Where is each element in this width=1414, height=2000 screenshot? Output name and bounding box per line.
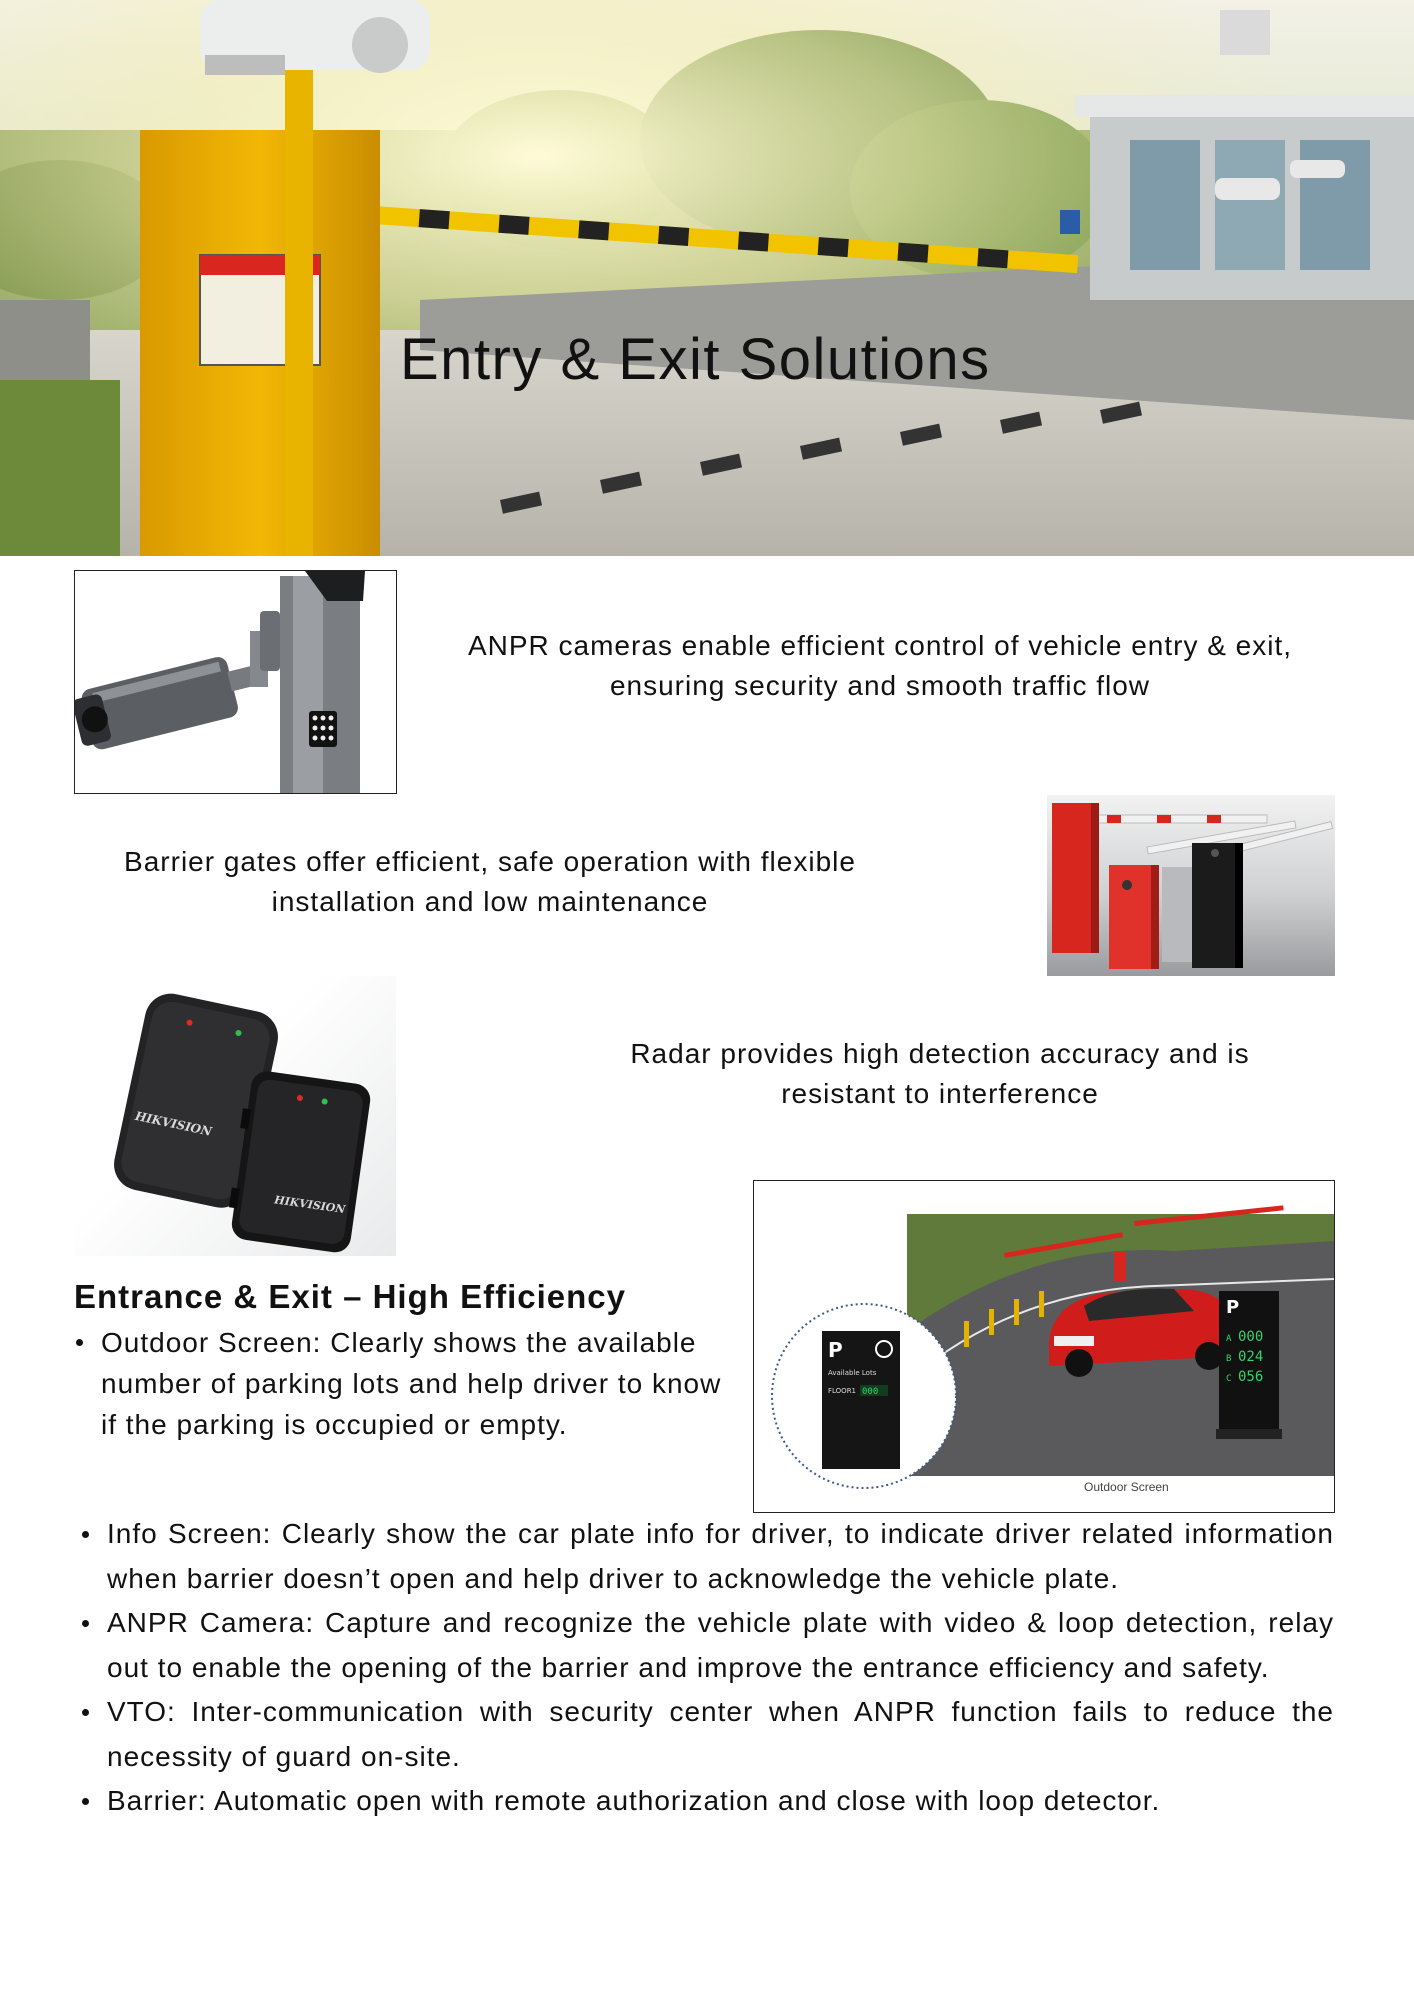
outdoor-screen-list — [68, 1322, 728, 1445]
entrance-scene-icon — [754, 1181, 1334, 1512]
anpr-caption-line-1: ANPR cameras enable efficient control of vehicle entry & exit, — [467, 630, 1293, 661]
illustration-caption: Outdoor Screen — [1084, 1480, 1169, 1494]
feature-list — [74, 1512, 1334, 1824]
radar-caption-line-1: Radar provides high detection accuracy and is — [630, 1038, 1250, 1069]
count-b: 024 — [1238, 1349, 1264, 1365]
anpr-camera-icon — [75, 571, 396, 793]
section-title: Entrance & Exit – High Efficiency — [74, 1278, 626, 1315]
page-title: Entry & Exit Solutions — [400, 327, 991, 392]
barrier-gate-icon — [1047, 795, 1335, 976]
radar-caption — [540, 1034, 1340, 1114]
count-label-a: A — [1226, 1334, 1232, 1344]
radar-icon — [74, 976, 396, 1256]
barrier-caption-line-1: Barrier gates offer efficient, safe operation with flexible — [124, 846, 856, 877]
count-label-b: B — [1226, 1354, 1232, 1364]
list-item: Barrier: Automatic open with remote authorization and close with loop detector. — [74, 1779, 1334, 1824]
anpr-camera-and-vto-image — [74, 570, 397, 794]
list-item: ANPR Camera: Capture and recognize the vehicle plate with video & loop detection, relay out to enable the opening of the barrier and improve the entrance efficiency and safety. — [74, 1601, 1334, 1690]
radar-brand-back: HIKVISION — [133, 1108, 214, 1139]
radar-caption-line-2: resistant to interference — [781, 1078, 1099, 1109]
count-label-c: C — [1226, 1374, 1232, 1384]
list-item: VTO: Inter-communication with security center when ANPR function fails to reduce the necessity of guard on-site. — [74, 1690, 1334, 1779]
parking-entrance-photo — [0, 0, 1414, 556]
screen-sign-letter: P — [828, 1338, 843, 1362]
count-a: 000 — [1238, 1329, 1264, 1345]
barrier-gate-image — [1047, 795, 1335, 976]
count-c: 056 — [1238, 1369, 1264, 1385]
barrier-caption-line-2: installation and low maintenance — [271, 886, 709, 917]
list-item: Outdoor Screen: Clearly shows the available number of parking lots and help driver to know if the parking is occupied or empty. — [68, 1322, 728, 1445]
pillar-sign-letter: P — [1226, 1297, 1240, 1318]
anpr-caption-line-2: ensuring security and smooth traffic flow — [609, 670, 1151, 701]
hero-banner — [0, 0, 1414, 556]
entrance-illustration — [753, 1180, 1335, 1513]
screen-floor-text: FLOOR1 — [828, 1387, 857, 1395]
barrier-caption — [60, 842, 920, 922]
screen-floor-count: 000 — [862, 1387, 879, 1397]
screen-sign-text: Available Lots — [828, 1369, 877, 1377]
radar-brand-front: HIKVISION — [273, 1193, 347, 1217]
list-item: Info Screen: Clearly show the car plate info for driver, to indicate driver related information when barrier doesn’t open and help driver to acknowledge the vehicle plate. — [74, 1512, 1334, 1601]
anpr-caption — [400, 626, 1360, 706]
radar-device-image — [74, 976, 396, 1256]
